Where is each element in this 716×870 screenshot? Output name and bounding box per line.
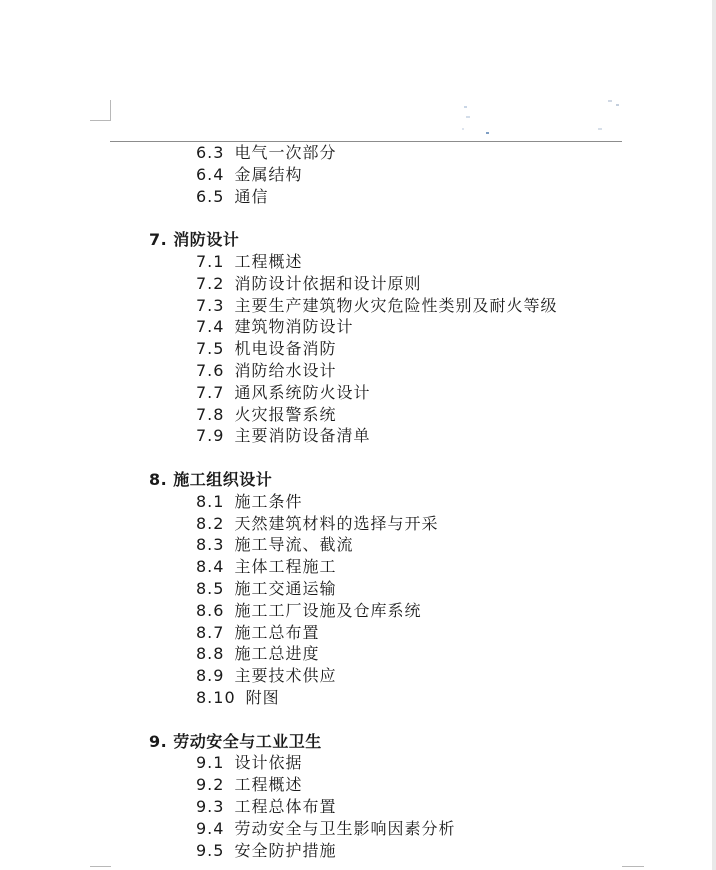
toc-number: 6.5 [196, 186, 225, 206]
toc-section-heading [149, 731, 322, 753]
toc-entry [196, 382, 370, 404]
toc-entry [196, 818, 455, 840]
toc-number: 6.4 [196, 164, 225, 184]
page-edge-shadow [712, 0, 716, 870]
toc-title: 劳动安全与工业卫生 [173, 731, 322, 751]
toc-number: 9.2 [196, 775, 225, 795]
toc-title: 主要技术供应 [234, 666, 337, 686]
toc-entry [196, 404, 336, 426]
toc-title: 消防设计依据和设计原则 [234, 273, 422, 293]
toc-title: 施工工厂设施及仓库系统 [234, 600, 422, 620]
toc-title: 施工交通运输 [234, 579, 337, 598]
toc-entry [196, 251, 302, 273]
toc-entry [196, 687, 280, 709]
toc-title: 火灾报警系统 [234, 404, 337, 424]
toc-title: 天然建筑材料的选择与开采 [234, 513, 439, 533]
crop-mark-bottom-left [90, 866, 111, 867]
toc-number: 7. [149, 230, 168, 250]
toc-number: 7.3 [196, 295, 225, 315]
toc-entry [196, 295, 557, 317]
toc-title: 施工总布置 [234, 622, 320, 642]
toc-entry [196, 273, 421, 295]
toc-number: 9.3 [196, 797, 225, 816]
toc-title: 机电设备消防 [234, 339, 337, 359]
toc-number: 7.6 [196, 361, 225, 380]
toc-number: 9.5 [196, 840, 225, 860]
toc-title: 主要生产建筑物火灾危险性类别及耐火等级 [234, 295, 558, 315]
toc-entry [196, 796, 336, 818]
toc-entry [196, 425, 370, 447]
toc-number: 8.2 [196, 513, 225, 533]
toc-number: 8.10 [196, 688, 236, 707]
toc-number: 8.5 [196, 579, 225, 598]
toc-entry [196, 491, 302, 513]
toc-title: 施工总进度 [234, 644, 320, 664]
toc-title: 消防给水设计 [234, 361, 337, 380]
toc-number: 8.4 [196, 557, 225, 577]
toc-title: 电气一次部分 [234, 143, 337, 162]
toc-title: 主体工程施工 [234, 557, 337, 577]
toc-title: 工程概述 [234, 775, 303, 795]
toc-number: 9.4 [196, 818, 225, 838]
toc-title: 主要消防设备清单 [234, 426, 371, 446]
toc-title: 附图 [245, 688, 280, 707]
crop-mark-bottom-right [622, 866, 644, 867]
toc-title: 消防设计 [173, 230, 240, 250]
toc-entry [196, 774, 302, 796]
toc-title: 设计依据 [234, 753, 303, 773]
toc-number: 8.6 [196, 600, 225, 620]
toc-title: 建筑物消防设计 [234, 317, 354, 337]
toc-section-heading [149, 229, 239, 251]
toc-number: 7.8 [196, 404, 225, 424]
crop-mark-top-left-vertical [110, 100, 111, 121]
toc-number: 8.7 [196, 622, 225, 642]
toc-entry [196, 142, 336, 164]
toc-title: 安全防护措施 [234, 840, 337, 860]
toc-entry [196, 578, 336, 600]
toc-number: 7.2 [196, 273, 225, 293]
toc-entry [196, 556, 336, 578]
toc-title: 金属结构 [234, 164, 303, 184]
toc-number: 7.5 [196, 339, 225, 359]
toc-number: 8.3 [196, 535, 225, 555]
toc-entry [196, 316, 353, 338]
toc-entry [196, 534, 353, 556]
toc-number: 8.9 [196, 666, 225, 686]
toc-entry [196, 338, 336, 360]
toc-entry [196, 513, 438, 535]
header-scan-specks [460, 88, 630, 140]
toc-title: 劳动安全与卫生影响因素分析 [234, 818, 456, 838]
toc-title: 工程总体布置 [234, 797, 337, 816]
toc-section-heading [149, 469, 272, 491]
toc-number: 8.1 [196, 491, 225, 511]
toc-entry [196, 600, 421, 622]
toc-entry [196, 164, 302, 186]
toc-entry [196, 840, 336, 862]
toc-number: 9.1 [196, 753, 225, 773]
toc-entry [196, 360, 336, 382]
toc-entry [196, 752, 302, 774]
toc-number: 7.1 [196, 252, 225, 271]
crop-mark-top-left-horizontal [90, 120, 111, 121]
toc-title: 施工组织设计 [173, 470, 273, 489]
toc-title: 工程概述 [234, 252, 303, 271]
toc-number: 8.8 [196, 644, 225, 664]
toc-number: 7.7 [196, 382, 225, 402]
toc-number: 7.4 [196, 317, 225, 337]
toc-entry [196, 665, 336, 687]
toc-entry [196, 186, 268, 208]
toc-number: 8. [149, 470, 168, 489]
toc-number: 9. [149, 731, 168, 751]
toc-number: 7.9 [196, 426, 225, 446]
toc-title: 施工导流、截流 [234, 535, 354, 555]
toc-title: 通信 [234, 186, 269, 206]
toc-number: 6.3 [196, 143, 225, 162]
toc-entry [196, 643, 319, 665]
toc-entry [196, 622, 319, 644]
toc-title: 施工条件 [234, 491, 303, 511]
header-rule [110, 141, 622, 142]
toc-title: 通风系统防火设计 [234, 382, 371, 402]
